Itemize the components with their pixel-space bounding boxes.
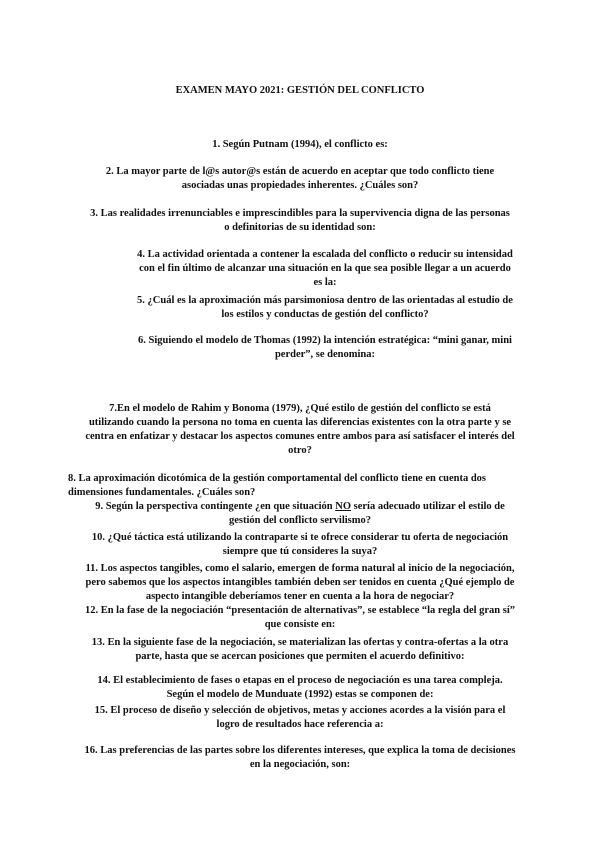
question-7-line-3: centra en enfatizar y destacar los aspectos comunes entre ambos para así satisfacer el interés del: [85, 431, 515, 442]
question-16-line-2: en la negociación, son:: [249, 759, 351, 770]
question-1: 1. Según Putnam (1994), el conflicto es:: [212, 139, 388, 150]
question-9-text-a: 9. Según la perspectiva contingente ¿en que situación: [95, 501, 336, 512]
question-4-line-1: 4. La actividad orientada a contener la escalada del conflicto o reducir su intensidad: [137, 249, 513, 260]
question-9-text-b: sería adecuado utilizar el estilo de: [351, 501, 505, 512]
question-6-line-2: perder”, se denomina:: [274, 349, 376, 360]
question-7-line-1: 7.En el modelo de Rahim y Bonoma (1979), ¿Qué estilo de gestión del conflicto se está: [109, 403, 491, 414]
question-5-line-1: 5. ¿Cuál es la aproximación más parsimoniosa dentro de las orientadas al estudio de: [137, 295, 513, 306]
question-13-line-2: parte, hasta que se acercan posiciones que permiten el acuerdo definitivo:: [135, 651, 465, 662]
question-5-line-2: los estilos y conductas de gestión del conflicto?: [221, 309, 429, 320]
question-11-line-2: pero sabemos que los aspectos intangibles también deben ser tenidos en cuenta ¿Qué ejemplo de: [85, 577, 515, 588]
question-3-line-1: 3. Las realidades irrenunciables e imprescindibles para la supervivencia digna de las personas: [90, 208, 510, 219]
question-16-line-1: 16. Las preferencias de las partes sobre los diferentes intereses, que explica la toma de decisiones: [84, 745, 516, 756]
question-7-line-2: utilizando cuando la persona no toma en cuenta las diferencias existentes con la otra parte y se: [88, 417, 512, 428]
question-6-line-1: 6. Siguiendo el modelo de Thomas (1992) la intención estratégica: “mini ganar, mini: [138, 335, 512, 346]
question-8-line-2: dimensiones fundamentales. ¿Cuáles son?: [68, 487, 256, 498]
question-14-line-1: 14. El establecimiento de fases o etapas en el proceso de negociación es una tarea compleja.: [97, 675, 503, 686]
question-12-line-1: 12. En la fase de la negociación “presentación de alternativas”, se establece “la regla del gran sí”: [84, 605, 516, 616]
question-11-line-3: aspecto intangible deberíamos tener en cuenta a la hora de negociar?: [145, 591, 455, 602]
question-3-line-2: o definitorias de su identidad son:: [224, 222, 376, 233]
question-10-line-1: 10. ¿Qué táctica está utilizando la contraparte si te ofrece considerar tu oferta de negociación: [91, 532, 509, 543]
question-2-line-1: 2. La mayor parte de l@s autor@s están de acuerdo en aceptar que todo conflicto tiene: [105, 166, 495, 177]
question-15-line-2: logro de resultados hace referencia a:: [216, 719, 384, 730]
question-11-line-1: 11. Los aspectos tangibles, como el salario, emergen de forma natural al inicio de la negociación,: [85, 563, 515, 574]
question-15-line-1: 15. El proceso de diseño y selección de objetivos, metas y acciones acordes a la visión para el: [94, 705, 506, 716]
question-9-underline: NO: [335, 501, 351, 512]
question-7-line-4: otro?: [288, 445, 312, 456]
question-10-line-2: siempre que tú consideres la suya?: [222, 546, 378, 557]
page-title: EXAMEN MAYO 2021: GESTIÓN DEL CONFLICTO: [175, 85, 425, 96]
question-8-line-1: 8. La aproximación dicotómica de la gestión comportamental del conflicto tiene en cuenta dos: [68, 473, 487, 484]
question-9-line-1: [40, 500, 560, 514]
question-2-line-2: asociadas unas propiedades inherentes. ¿Cuáles son?: [181, 180, 419, 191]
question-12-line-2: que consiste en:: [264, 619, 336, 630]
question-13-line-1: 13. En la siguiente fase de la negociación, se materializan las ofertas y contra-ofertas a la otra: [91, 637, 509, 648]
question-14-line-2: Según el modelo de Munduate (1992) estas se componen de:: [166, 689, 434, 700]
question-4-line-3: es la:: [313, 277, 337, 288]
question-4-line-2: con el fin último de alcanzar una situación en la que sea posible llegar a un acuerdo: [139, 263, 511, 274]
question-9-line-2: gestión del conflicto servilismo?: [228, 515, 372, 526]
